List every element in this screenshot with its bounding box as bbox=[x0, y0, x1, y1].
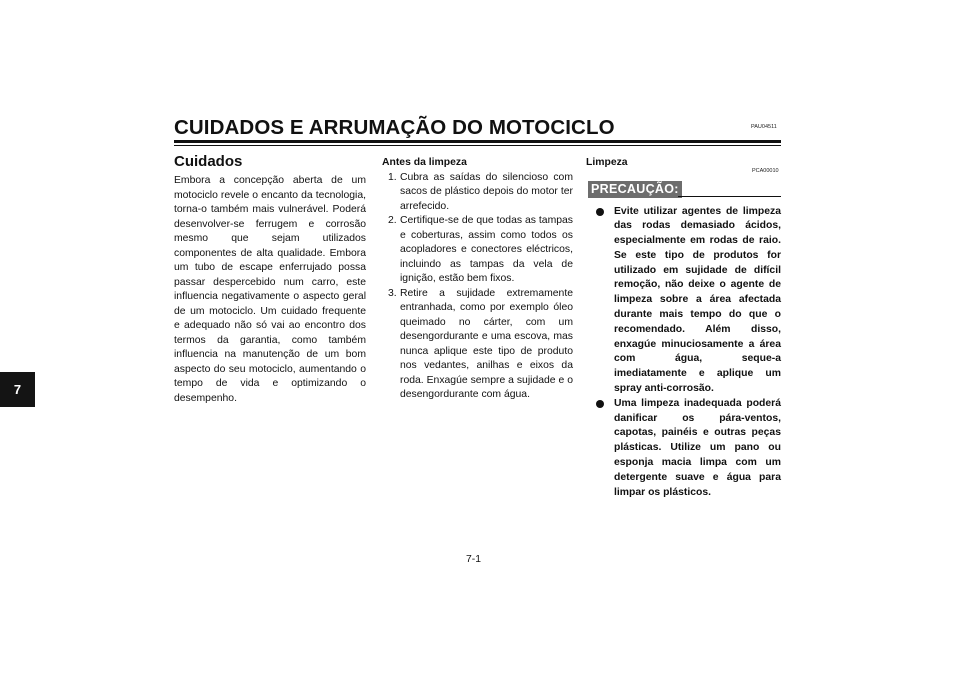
care-paragraph: Embora a concepção aberta de um motociclo revele o encanto da tecnologia, torna-o também mais vulnerável. Poderá desenvolver-se ferrugem e corrosão mesmo que sejam utilizados componentes de alta qualidade. Embora um tubo de escape enferrujado possa passar despercebido num carro, este influencia negativamente o aspecto geral de um motociclo. Um cuidado frequente e adequado não só vai ao encontro dos termos da garantia, como também influencia na manutenção de um bom aspecto do seu motociclo, aumentando o tempo de vida e optimizando o desempenho. bbox=[174, 175, 366, 404]
list-item bbox=[586, 397, 781, 501]
caution-label: PRECAUÇÃO: bbox=[588, 181, 682, 198]
step-text: Cubra as saídas do silencioso com sacos de plástico depois do motor ter arrefecido. bbox=[400, 171, 573, 212]
caution-rule bbox=[678, 196, 781, 197]
column-cleaning bbox=[586, 156, 781, 500]
title-rule bbox=[174, 140, 781, 143]
list-item bbox=[382, 171, 573, 215]
bullet-icon bbox=[596, 400, 604, 408]
column-care bbox=[174, 152, 366, 406]
list-item bbox=[382, 214, 573, 287]
subheading-before-cleaning: Antes da limpeza bbox=[382, 157, 467, 168]
title-rule-thin bbox=[174, 145, 781, 146]
column-before-cleaning bbox=[382, 156, 573, 403]
steps-list bbox=[382, 171, 573, 403]
step-text: Retire a sujidade extremamente entranhada, como por exemplo óleo queimado no cárter, com um desengordurante e uma escova, mas nunca aplique este tipo de produto nos vedantes, anilhas e eixos da roda. Enxagúe sempre a sujidade e o desengordurante com água. bbox=[400, 287, 573, 400]
step-number: 1. bbox=[388, 171, 397, 183]
caution-text: Uma limpeza inadequada poderá danificar os pára-ventos, capotas, painéis e outras peças plásticas. Utilize um pano ou esponja macia limpa com um detergente suave e água para limpar os plásticos. bbox=[614, 397, 781, 498]
subheading-cleaning: Limpeza bbox=[586, 157, 628, 168]
list-item bbox=[382, 287, 573, 403]
section-heading-care: Cuidados bbox=[174, 153, 243, 170]
caution-list bbox=[586, 205, 781, 501]
bullet-icon bbox=[596, 208, 604, 216]
page-title: CUIDADOS E ARRUMAÇÃO DO MOTOCICLO bbox=[174, 116, 615, 139]
caution-ref-code: PCA00010 bbox=[752, 168, 779, 174]
caution-text: Evite utilizar agentes de limpeza das rodas demasiado ácidos, especialmente em rodas de raio. Se este tipo de produtos for utilizado em sujidade de difícil remoção, não deixe o agente de limpeza sobre a área afectada durante mais tempo do que o recomendado. Além disso, enxagúe minuciosamente a área com água, seque-a imediatamente e aplique um spray anti-corrosão. bbox=[614, 205, 781, 395]
page-number: 7-1 bbox=[466, 554, 482, 565]
caution-header bbox=[586, 179, 781, 199]
step-number: 2. bbox=[388, 215, 397, 226]
section-ref-code: PAU04511 bbox=[751, 124, 777, 130]
step-text: Certifique-se de que todas as tampas e coberturas, assim como todos os acopladores e conectores eléctricos, incluindo as tampas da vela de ignição, estão bem fixos. bbox=[400, 215, 573, 284]
chapter-tab: 7 bbox=[0, 372, 35, 407]
list-item bbox=[586, 205, 781, 397]
step-number: 3. bbox=[388, 287, 397, 299]
